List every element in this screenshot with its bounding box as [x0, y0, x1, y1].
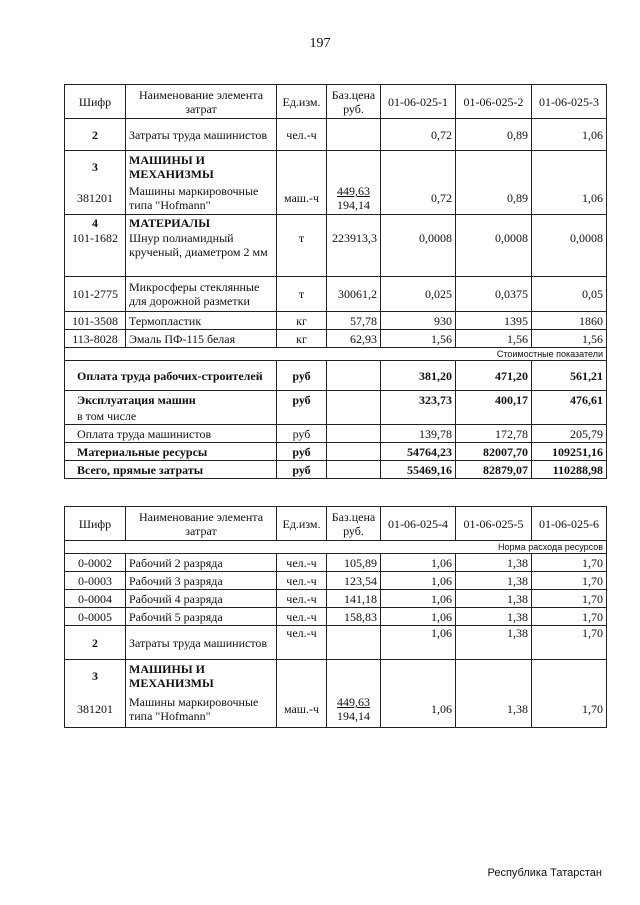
table-row: 101-3508 Термопластик кг 57,78 930 1395 1860 — [65, 312, 607, 330]
header-name: Наименование элемента затрат — [126, 85, 277, 119]
header-price: Баз.цена руб. — [327, 507, 381, 541]
table-row: 113-8028 Эмаль ПФ-115 белая кг 62,93 1,56 1,56 1,56 — [65, 330, 607, 348]
header-name: Наименование элемента затрат — [126, 507, 277, 541]
total-row: Всего, прямые затраты руб 55469,16 82879,07 110288,98 — [65, 461, 607, 479]
resource-table-1 — [64, 84, 607, 479]
header-price: Баз.цена руб. — [327, 85, 381, 119]
header-col-2: 01-06-025-2 — [456, 85, 532, 119]
header-col-3: 01-06-025-3 — [532, 85, 607, 119]
section-row: 3 МАШИНЫ И МЕХАНИЗМЫ — [65, 660, 607, 692]
total-row: Эксплуатация машин руб 323,73 400,17 476,61 — [65, 391, 607, 409]
header-code: Шифр — [65, 507, 126, 541]
table-row: 2 Затраты труда машинистов чел.-ч 1,06 1,38 1,70 — [65, 626, 607, 660]
table-row: 101-2775 Микросферы стеклянные для дорожной разметки т 30061,2 0,025 0,0375 0,05 — [65, 277, 607, 312]
table-row: 381201 Машины маркировочные типа "Hofmann" маш.-ч 449,63 194,14 1,06 1,38 1,70 — [65, 692, 607, 728]
table-row: 381201 Машины маркировочные типа "Hofmann" маш.-ч 449,63 194,14 0,72 0,89 1,06 — [65, 183, 607, 215]
table-row: 0-0003 Рабочий 3 разряда чел.-ч 123,54 1,06 1,38 1,70 — [65, 572, 607, 590]
table-row: 101-1682 Шнур полиамидный крученый, диаметром 2 мм т 223913,3 0,0008 0,0008 0,0008 — [65, 231, 607, 277]
table-row: 2 Затраты труда машинистов чел.-ч 0,72 0,89 1,06 — [65, 119, 607, 151]
table-row: 0-0005 Рабочий 5 разряда чел.-ч 158,83 1,06 1,38 1,70 — [65, 608, 607, 626]
header-col-4: 01-06-025-4 — [381, 507, 456, 541]
section-row: 3 МАШИНЫ И МЕХАНИЗМЫ — [65, 151, 607, 183]
header-code: Шифр — [65, 85, 126, 119]
norm-label: Норма расхода ресурсов — [65, 541, 607, 554]
header-col-1: 01-06-025-1 — [381, 85, 456, 119]
total-row: Оплата труда машинистов руб 139,78 172,78 205,79 — [65, 425, 607, 443]
header-unit: Ед.изм. — [277, 85, 327, 119]
resource-table-2 — [64, 506, 607, 728]
page-number: 197 — [309, 36, 331, 51]
section-row: 4 МАТЕРИАЛЫ — [65, 215, 607, 231]
total-row: Материальные ресурсы руб 54764,23 82007,70 109251,16 — [65, 443, 607, 461]
total-row: Оплата труда рабочих-строителей руб 381,20 471,20 561,21 — [65, 361, 607, 391]
header-col-6: 01-06-025-6 — [532, 507, 607, 541]
total-row: в том числе — [65, 409, 607, 425]
table-row: 0-0004 Рабочий 4 разряда чел.-ч 141,18 1,06 1,38 1,70 — [65, 590, 607, 608]
cost-indicators-label: Стоимостные показатели — [65, 348, 607, 361]
footer-region: Республика Татарстан — [487, 867, 602, 879]
table-row: 0-0002 Рабочий 2 разряда чел.-ч 105,89 1,06 1,38 1,70 — [65, 554, 607, 572]
header-col-5: 01-06-025-5 — [456, 507, 532, 541]
header-unit: Ед.изм. — [277, 507, 327, 541]
